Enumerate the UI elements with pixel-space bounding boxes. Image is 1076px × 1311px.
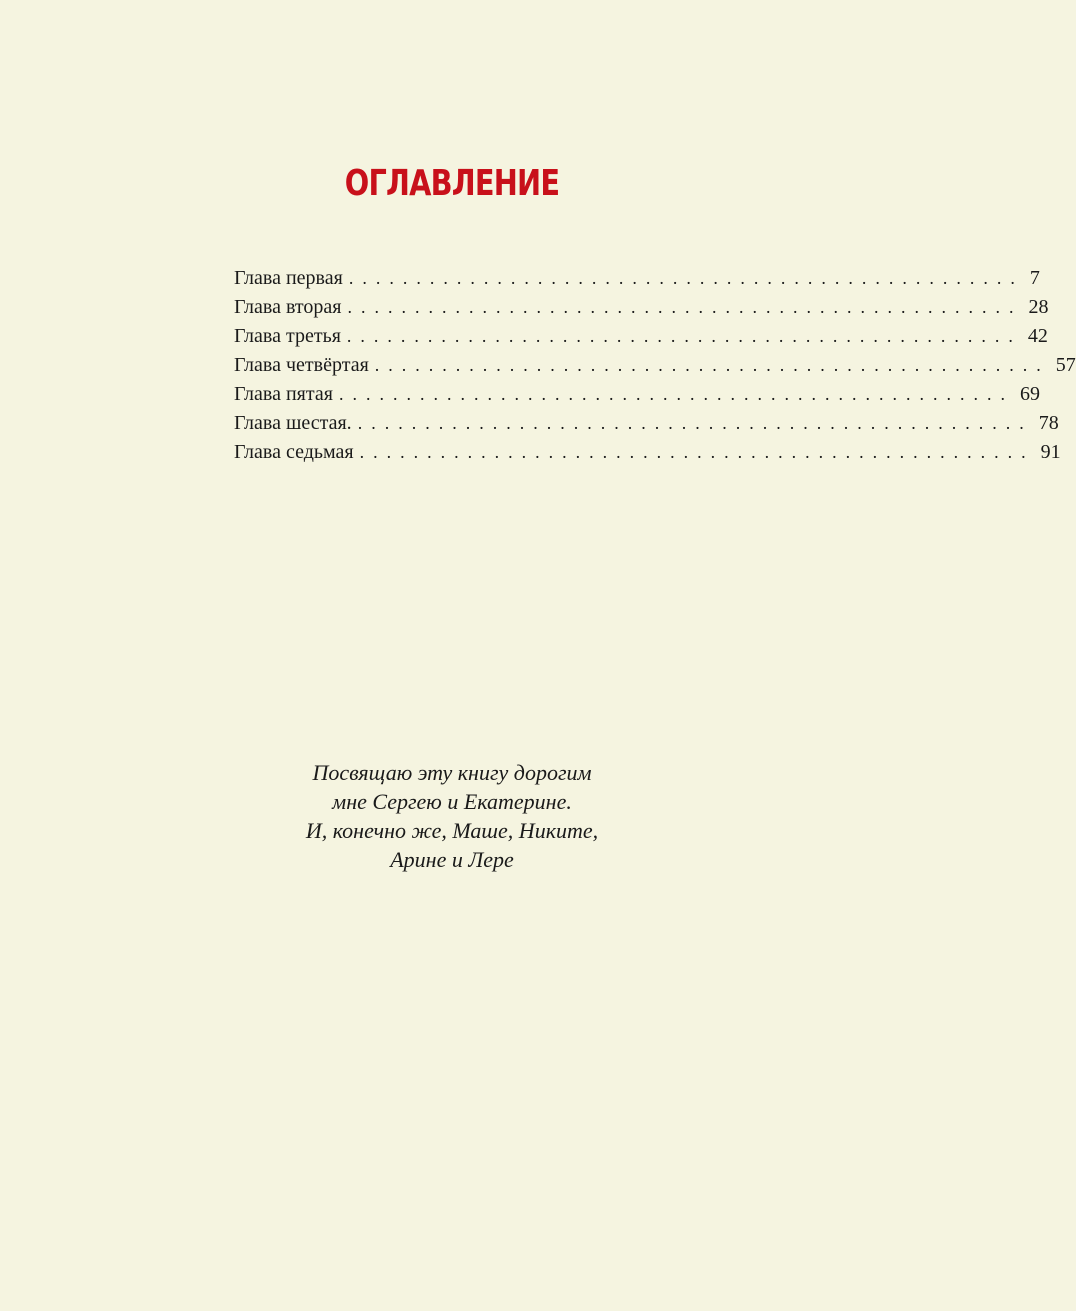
toc-entry-page: 91 — [1040, 441, 1061, 463]
toc-entry[interactable] — [234, 293, 1049, 322]
toc-entry-label: Глава первая — [234, 267, 343, 289]
toc-entry[interactable] — [234, 409, 1059, 438]
toc-dot-leader: .................................................. — [348, 268, 1024, 288]
toc-dot-leader: .................................................. — [374, 355, 1050, 375]
toc-entry-page: 28 — [1028, 296, 1049, 318]
toc-dot-leader: .................................................. — [338, 384, 1014, 404]
toc-entry[interactable] — [234, 322, 1048, 351]
toc-entry-page: 78 — [1038, 412, 1059, 434]
toc-entry-label: Глава третья — [234, 325, 341, 347]
toc-dot-leader: .................................................. — [346, 326, 1022, 346]
toc-entry-page: 42 — [1027, 325, 1048, 347]
dedication-line: Посвящаю эту книгу дорогим — [312, 760, 592, 785]
dedication-line: Арине и Лере — [390, 847, 514, 872]
toc-entry[interactable] — [234, 264, 1040, 293]
toc-entry-page: 69 — [1019, 383, 1040, 405]
toc-entry-label: Глава седьмая — [234, 441, 354, 463]
toc-list — [234, 264, 1076, 467]
toc-dot-leader: .................................................. — [347, 297, 1023, 317]
toc-entry-page: 7 — [1029, 267, 1040, 289]
toc-entry-page: 57 — [1055, 354, 1076, 376]
toc-entry[interactable] — [234, 351, 1076, 380]
dedication — [0, 758, 904, 874]
toc-entry-label: Глава пятая — [234, 383, 333, 405]
toc-dot-leader: .................................................. — [359, 442, 1035, 462]
toc-entry-label: Глава шестая. — [234, 412, 352, 434]
toc-entry-label: Глава четвёртая — [234, 354, 369, 376]
toc-entry-label: Глава вторая — [234, 296, 342, 318]
toc-title: ОГЛАВЛЕНИЕ — [344, 163, 560, 204]
toc-entry[interactable] — [234, 438, 1061, 467]
toc-entry[interactable] — [234, 380, 1040, 409]
toc-dot-leader: .................................................. — [357, 413, 1033, 433]
dedication-line: мне Сергею и Екатерине. — [332, 789, 572, 814]
dedication-line: И, конечно же, Маше, Никите, — [305, 818, 599, 843]
